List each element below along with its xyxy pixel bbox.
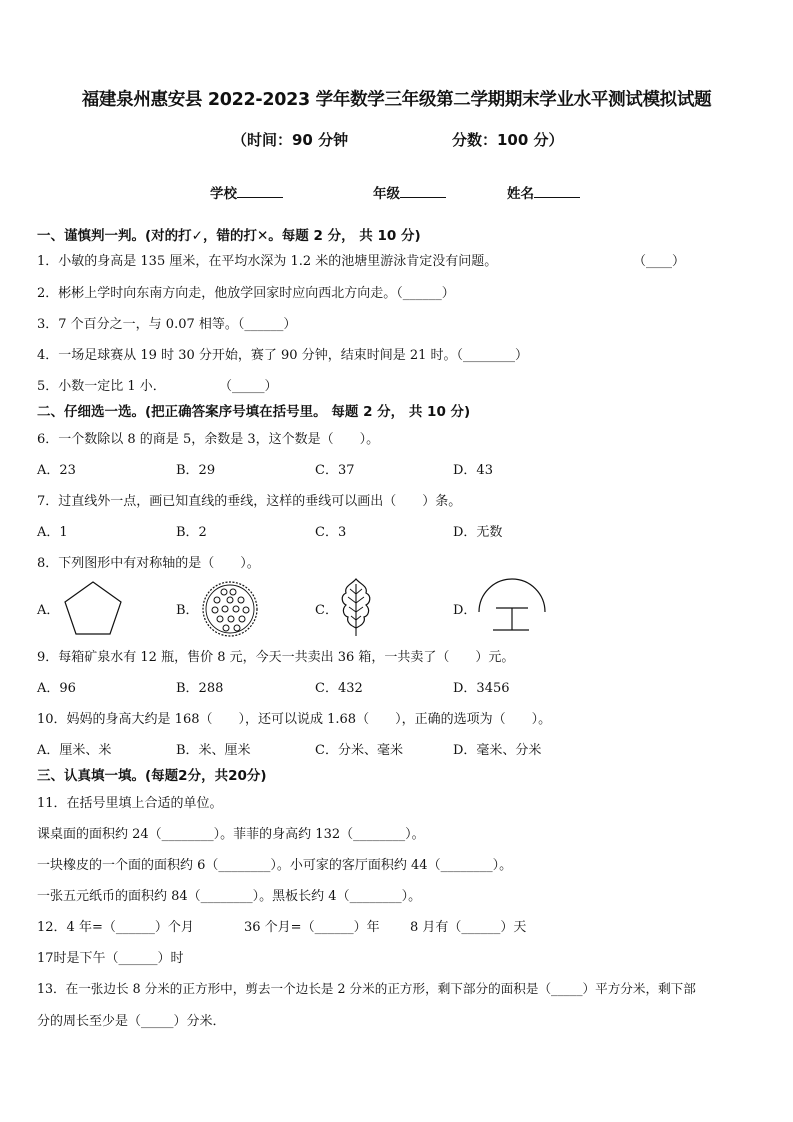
q7-option-c[interactable]: C．3: [315, 525, 347, 540]
section-2-heading: 二、仔细选一选。(把正确答案序号填在括号里。 每题 2 分， 共 10 分): [37, 404, 471, 420]
question-11-line-2: 一块橡皮的一个面的面积约 6（________）。小可家的客厅面积约 44（________）。: [37, 858, 513, 873]
question-10: 10．妈妈的身高大约是 168（ ），还可以说成 1.68（ ），正确的选项为（ ）。: [37, 712, 552, 727]
question-13-line-2: 分的周长至少是（_____）分米．: [37, 1014, 226, 1029]
question-2: 2．彬彬上学时向东南方向走，他放学回家时应向西北方向走。（______）: [37, 286, 455, 301]
question-12-part-c: 8 月有（______）天: [410, 920, 527, 935]
question-9: 9．每箱矿泉水有 12 瓶，售价 8 元，今天一共卖出 36 箱，一共卖了（ ）元。: [37, 650, 515, 665]
question-1: 1．小敏的身高是 135 厘米，在平均水深为 1.2 米的池塘里游泳肯定没有问题。: [37, 254, 498, 269]
q10-option-c[interactable]: C．分米、毫米: [315, 743, 403, 758]
q9-option-a[interactable]: A．96: [37, 681, 76, 696]
exam-time: （时间：90 分钟: [232, 131, 349, 149]
school-blank: [237, 185, 283, 198]
question-13-line-1: 13．在一张边长 8 分米的正方形中，剪去一个边长是 2 分米的正方形，剩下部分的面积是（_____）平方分米，剩下部: [37, 981, 696, 996]
question-7: 7．过直线外一点，画已知直线的垂线，这样的垂线可以画出（ ）条。: [37, 494, 462, 509]
grade-label: 年级: [373, 186, 400, 202]
question-11-line-3: 一张五元纸币的面积约 84（________）。黑板长约 4（________）。: [37, 889, 422, 904]
question-11-line-1: 课桌面的面积约 24（________）。菲菲的身高约 132（________）。: [37, 827, 425, 842]
question-3: 3．7 个百分之一，与 0.07 相等。（______）: [37, 317, 297, 332]
pentagon-figure: [60, 578, 126, 638]
cookie-figure: [200, 579, 260, 639]
section-1-heading: 一、谨慎判一判。(对的打✓，错的打✕。每题 2 分， 共 10 分): [37, 228, 421, 244]
question-8: 8．下列图形中有对称轴的是（ ）。: [37, 556, 260, 571]
q8-option-d[interactable]: D．: [453, 603, 477, 618]
q8-option-c[interactable]: C．: [315, 603, 338, 618]
q6-option-b[interactable]: B．29: [176, 463, 216, 478]
q8-option-a[interactable]: A．: [37, 603, 60, 618]
q6-option-d[interactable]: D．43: [453, 463, 493, 478]
leaf-figure: [338, 576, 374, 638]
school-label: 学校: [210, 186, 237, 202]
q7-option-d[interactable]: D．无数: [453, 525, 503, 540]
school-field: [210, 182, 283, 202]
grade-blank: [400, 185, 446, 198]
question-12-part-b: 36 个月=（______）年: [244, 920, 380, 935]
name-label: 姓名: [507, 186, 534, 202]
page-title: 福建泉州惠安县 2022-2023 学年数学三年级第二学期期末学业水平测试模拟试题: [81, 90, 712, 110]
arch-figure: [475, 572, 549, 634]
q6-option-a[interactable]: A．23: [37, 463, 76, 478]
question-11: 11．在括号里填上合适的单位。: [37, 796, 223, 811]
question-1-answer: （____）: [633, 254, 686, 269]
section-3-heading: 三、认真填一填。(每题2分，共20分): [37, 768, 267, 784]
question-12-part-a: 12．4 年=（______）个月: [37, 920, 194, 935]
q6-option-c[interactable]: C．37: [315, 463, 355, 478]
question-5: 5．小数一定比 1 小．: [37, 379, 166, 394]
name-field: [507, 182, 580, 202]
q10-option-d[interactable]: D．毫米、分米: [453, 743, 542, 758]
q10-option-a[interactable]: A．厘米、米: [37, 743, 112, 758]
question-12-part-d: 17时是下午（______）时: [37, 951, 184, 966]
name-blank: [534, 185, 580, 198]
q9-option-b[interactable]: B．288: [176, 681, 224, 696]
q7-option-a[interactable]: A．1: [37, 525, 68, 540]
q10-option-b[interactable]: B．米、厘米: [176, 743, 251, 758]
question-4: 4．一场足球赛从 19 时 30 分开始，赛了 90 分钟，结束时间是 21 时。（________）: [37, 348, 528, 363]
q8-option-b[interactable]: B．: [176, 603, 199, 618]
question-5-answer: （_____）: [219, 379, 278, 394]
grade-field: [373, 182, 446, 202]
q7-option-b[interactable]: B．2: [176, 525, 207, 540]
question-6: 6．一个数除以 8 的商是 5，余数是 3，这个数是（ ）。: [37, 432, 380, 447]
q9-option-d[interactable]: D．3456: [453, 681, 510, 696]
exam-score: 分数：100 分）: [452, 131, 564, 149]
q9-option-c[interactable]: C．432: [315, 681, 363, 696]
